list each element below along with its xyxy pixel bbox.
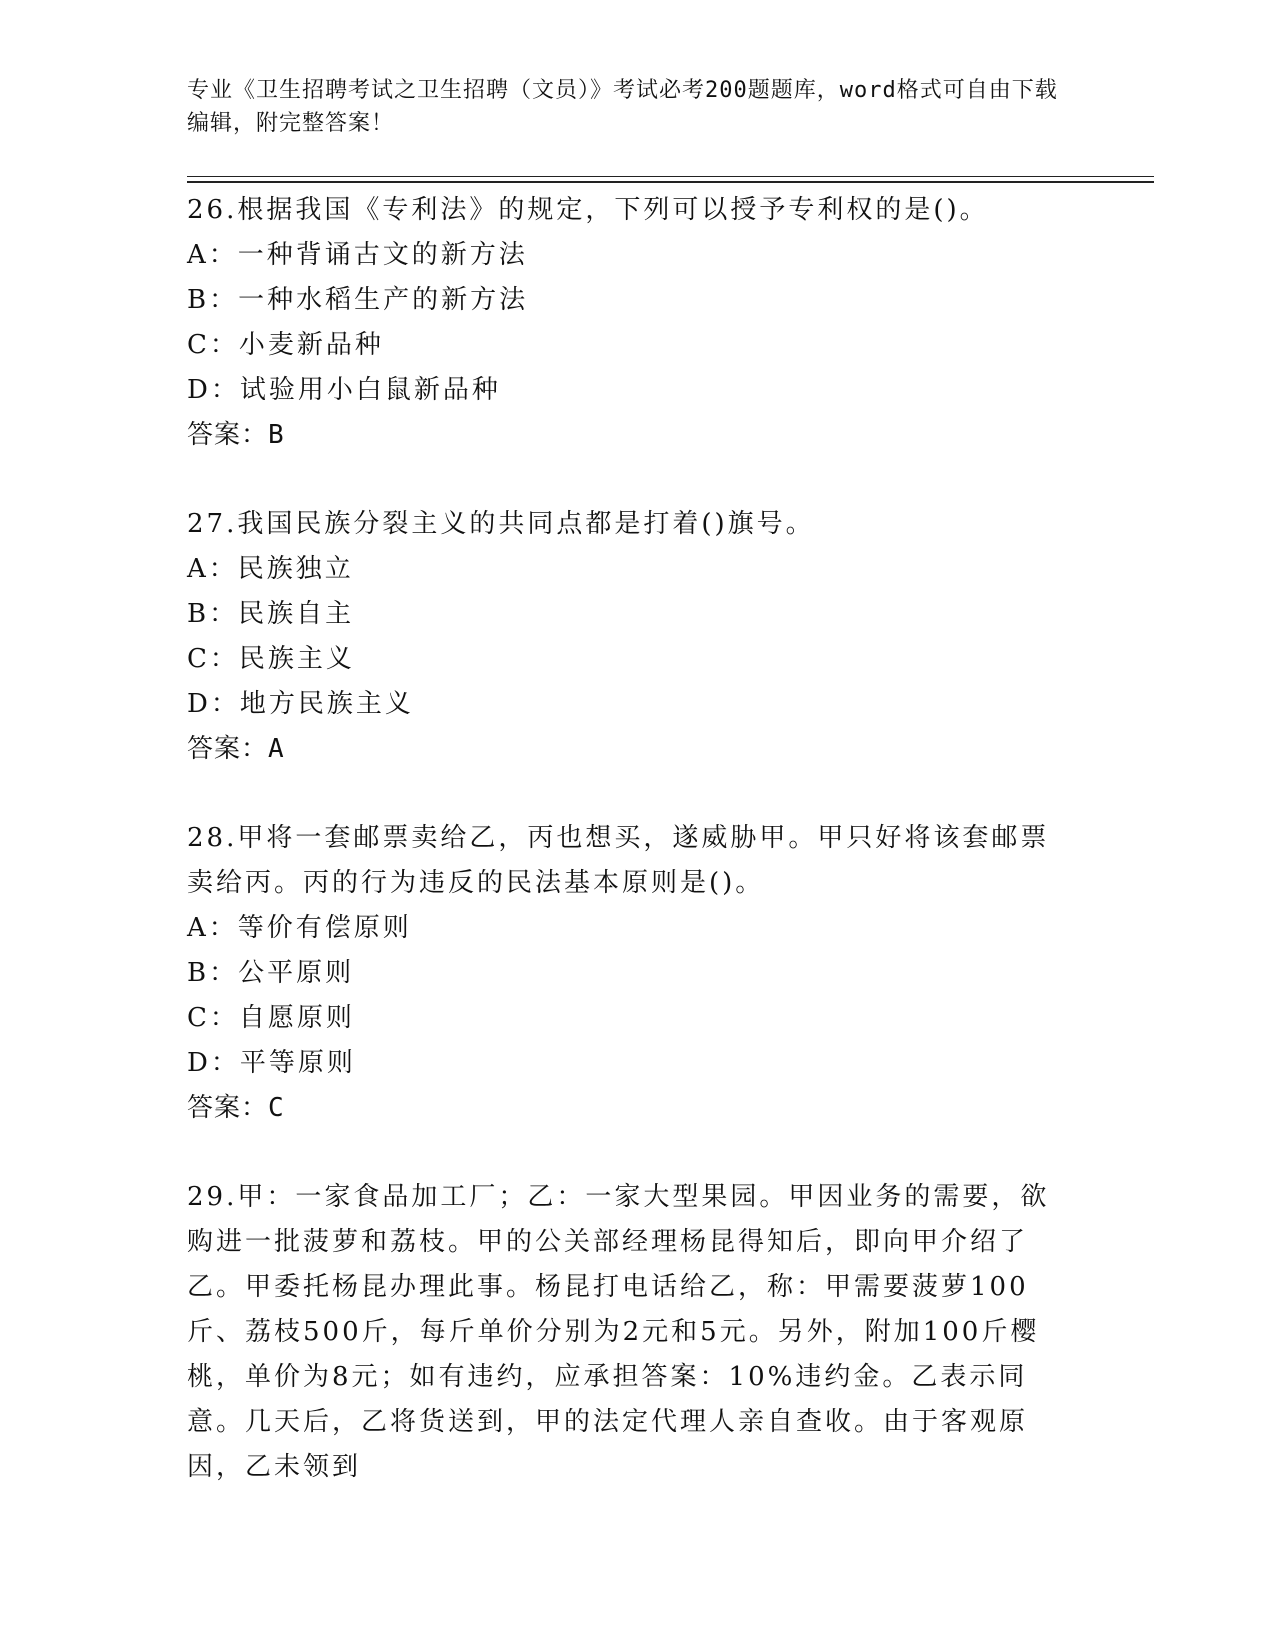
answer-line [187, 727, 1067, 772]
option-c: C：民族主义 [187, 644, 355, 674]
question-stem: 26.根据我国《专利法》的规定，下列可以授予专利权的是()。 [187, 195, 989, 225]
option-b: B：公平原则 [187, 958, 355, 988]
header-rule-thick [187, 181, 1154, 183]
option-a: A：一种背诵古文的新方法 [187, 240, 528, 270]
option-d: D：地方民族主义 [187, 689, 414, 719]
option-d: D：平等原则 [187, 1048, 356, 1078]
question-stem: 29.甲：一家食品加工厂；乙：一家大型果园。甲因业务的需要，欲购进一批菠萝和荔枝。甲的公关部经理杨昆得知后，即向甲介绍了乙。甲委托杨昆办理此事。杨昆打电话给乙，称：甲需要菠萝100斤、荔枝500斤，每斤单价分别为2元和5元。另外，附加100斤樱桃，单价为8元；如有违约，应承担答案：10%违约金。乙表示同意。几天后，乙将货送到，甲的法定代理人亲自查收。由于客观原因，乙未领到 [187, 1182, 1050, 1482]
question-27 [187, 502, 1067, 772]
answer-line [187, 1086, 1067, 1131]
question-stem: 28.甲将一套邮票卖给乙，丙也想买，遂威胁甲。甲只好将该套邮票卖给丙。丙的行为违反的民法基本原则是()。 [187, 823, 1050, 898]
option-c: C：自愿原则 [187, 1003, 355, 1033]
question-list [187, 188, 1067, 1534]
header-rule-thin [187, 176, 1154, 177]
answer-label: 答案： [187, 1093, 269, 1123]
option-d: D：试验用小白鼠新品种 [187, 375, 501, 405]
question-29 [187, 1175, 1067, 1490]
option-c: C：小麦新品种 [187, 330, 384, 360]
document-header: 专业《卫生招聘考试之卫生招聘（文员）》考试必考200题题库，word格式可自由下载编辑，附完整答案！ [187, 78, 1058, 136]
answer-label: 答案： [187, 734, 269, 764]
option-a: A：等价有偿原则 [187, 913, 412, 943]
option-b: B：一种水稻生产的新方法 [187, 285, 529, 315]
answer-value: C [268, 1093, 285, 1123]
answer-label: 答案： [187, 420, 269, 450]
answer-value: A [268, 734, 285, 764]
answer-line [187, 413, 1067, 458]
answer-value: B [268, 420, 285, 450]
option-b: B：民族自主 [187, 599, 355, 629]
question-stem: 27.我国民族分裂主义的共同点都是打着()旗号。 [187, 509, 815, 539]
question-28 [187, 816, 1067, 1131]
question-26 [187, 188, 1067, 458]
option-a: A：民族独立 [187, 554, 354, 584]
